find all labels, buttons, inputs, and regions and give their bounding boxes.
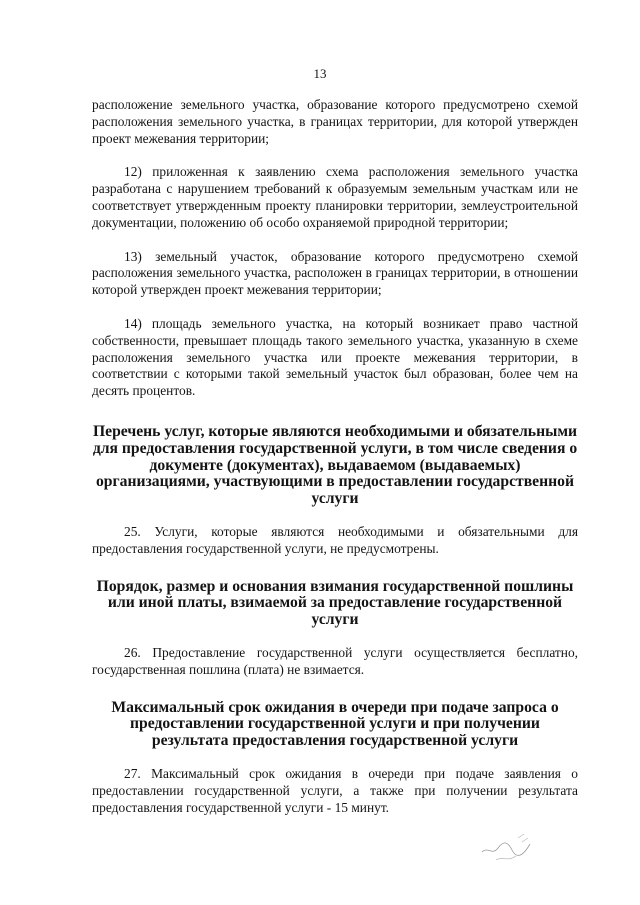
- paragraph-item-12: 12) приложенная к заявлению схема расположения земельного участка разработана с нарушением требований к образуемым земельным участкам или не соответствует утвержденным проекту планировки территории, землеустроительной документации, положению об особо охраняемой природной территории;: [92, 164, 578, 230]
- section-heading-fees: [92, 579, 578, 629]
- page-number: 13: [313, 66, 327, 81]
- section-heading-text: Перечень услуг, которые являются необходимыми и обязательными для предоставления государственной услуги, в том числе сведения о документе (документах), выдаваемом (выдаваемых) организациями, участвующими в предоставлении государственной услуги: [92, 422, 578, 508]
- paragraph-item-14: 14) площадь земельного участка, на который возникает право частной собственности, превышает площадь такого земельного участка, указанную в схеме расположения земельного участка или проекте межевания территории, в соответствии с которыми такой земельный участок был образован, более чем на десять процентов.: [92, 315, 578, 399]
- section-heading-text: Порядок, размер и основания взимания государственной пошлины или иной платы, взимаемой за предоставление государственной услуги: [96, 577, 574, 629]
- paragraph-item-27: 27. Максимальный срок ожидания в очереди при подаче заявления о предоставлении государственной услуги, а также при получении результата предоставления государственной услуги - 15 минут.: [92, 765, 578, 815]
- section-heading-waiting-time: [92, 700, 578, 750]
- section-heading-text: Максимальный срок ожидания в очереди при подаче запроса о предоставлении государственной услуги и при получении результата предоставления государственной услуги: [111, 698, 559, 750]
- paragraph-item-13: 13) земельный участок, образование которого предусмотрено схемой расположения земельного участка, расположен в границах территории, в отношении которой утвержден проект межевания территории;: [92, 248, 578, 298]
- page-content: [92, 97, 578, 816]
- paragraph-item-26: 26. Предоставление государственной услуги осуществляется бесплатно, государственная пошлина (плата) не взимается.: [92, 644, 578, 677]
- handwritten-signature: [478, 830, 538, 870]
- paragraph-continuation: расположение земельного участка, образование которого предусмотрено схемой расположения земельного участка, в границах территории, для которой утвержден проект межевания территории;: [92, 97, 578, 146]
- section-heading-services-list: [92, 424, 578, 508]
- paragraph-item-25: 25. Услуги, которые являются необходимыми и обязательными для предоставления государственной услуги, не предусмотрены.: [92, 523, 578, 556]
